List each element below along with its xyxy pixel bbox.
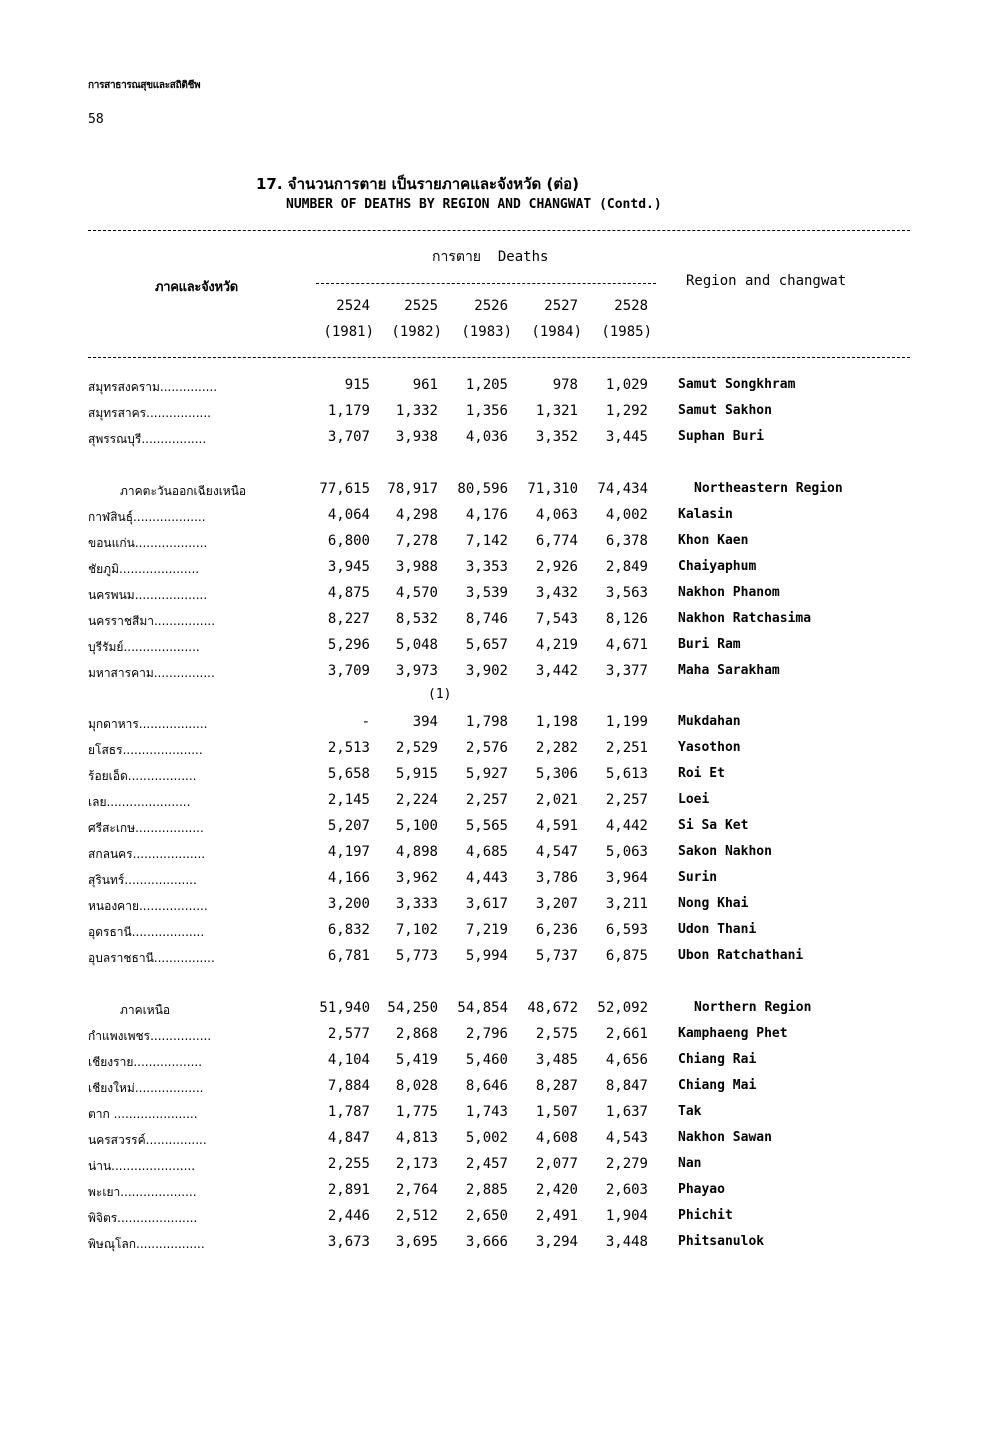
cell-value: 7,884 bbox=[327, 1078, 370, 1094]
cell-value: 2,764 bbox=[395, 1182, 438, 1198]
row-label-en: Nan bbox=[678, 1156, 702, 1171]
cell-value: 5,296 bbox=[327, 637, 370, 653]
year-en-0: (1981) bbox=[323, 324, 374, 340]
cell-value: 8,028 bbox=[395, 1078, 438, 1094]
cell-value: 1,904 bbox=[605, 1208, 648, 1224]
cell-value: 6,378 bbox=[605, 533, 648, 549]
row-label-en: Buri Ram bbox=[678, 637, 741, 652]
cell-value: 1,507 bbox=[535, 1104, 578, 1120]
cell-value: 3,938 bbox=[395, 429, 438, 445]
cell-value: 3,333 bbox=[395, 896, 438, 912]
row-label-th: สกลนคร................... bbox=[88, 847, 206, 861]
cell-value: 5,737 bbox=[535, 948, 578, 964]
cell-value: 3,200 bbox=[327, 896, 370, 912]
cell-value: 3,294 bbox=[535, 1234, 578, 1250]
cell-value: 5,419 bbox=[395, 1052, 438, 1068]
row-label-th: นครราชสีมา................ bbox=[88, 614, 216, 628]
cell-value: 1,775 bbox=[395, 1104, 438, 1120]
row-label-en: Nakhon Ratchasima bbox=[678, 611, 812, 626]
cell-value: 3,445 bbox=[605, 429, 648, 445]
row-label-en: Northern Region bbox=[694, 1000, 812, 1015]
cell-value: 3,695 bbox=[395, 1234, 438, 1250]
cell-value: 4,898 bbox=[395, 844, 438, 860]
cell-value: 4,002 bbox=[605, 507, 648, 523]
running-title: การสาธารณสุขและสถิติชีพ bbox=[88, 80, 201, 91]
cell-value: 2,650 bbox=[465, 1208, 508, 1224]
cell-value: 1,356 bbox=[465, 403, 508, 419]
row-label-th: ภาคตะวันออกเฉียงเหนือ bbox=[120, 484, 247, 498]
row-label-th: นครสวรรค์................ bbox=[88, 1133, 207, 1147]
row-label-th: สมุทรสาคร................. bbox=[88, 406, 211, 420]
cell-value: 4,176 bbox=[465, 507, 508, 523]
cell-value: 3,709 bbox=[327, 663, 370, 679]
cell-value: 2,282 bbox=[535, 740, 578, 756]
row-label-th: สุพรรณบุรี................. bbox=[88, 432, 207, 446]
cell-value: 1,743 bbox=[465, 1104, 508, 1120]
cell-value: 54,854 bbox=[457, 1000, 508, 1016]
row-label-th: ศรีสะเกษ.................. bbox=[88, 821, 204, 835]
cell-value: 2,575 bbox=[535, 1026, 578, 1042]
cell-value: 2,173 bbox=[395, 1156, 438, 1172]
cell-value: 1,787 bbox=[327, 1104, 370, 1120]
year-en-1: (1982) bbox=[391, 324, 442, 340]
cell-value: 3,207 bbox=[535, 896, 578, 912]
cell-value: 3,902 bbox=[465, 663, 508, 679]
row-label-en: Roi Et bbox=[678, 766, 725, 781]
top-rule bbox=[88, 230, 910, 231]
row-label-en: Khon Kaen bbox=[678, 533, 749, 548]
cell-value: 3,563 bbox=[605, 585, 648, 601]
cell-value: 6,832 bbox=[327, 922, 370, 938]
cell-value: 7,142 bbox=[465, 533, 508, 549]
cell-value: 2,796 bbox=[465, 1026, 508, 1042]
cell-value: 3,448 bbox=[605, 1234, 648, 1250]
row-label-th: น่าน...................... bbox=[88, 1159, 196, 1173]
cell-value: 1,798 bbox=[465, 714, 508, 730]
row-label-en: Nakhon Sawan bbox=[678, 1130, 772, 1145]
cell-value: 3,945 bbox=[327, 559, 370, 575]
cell-value: 5,657 bbox=[465, 637, 508, 653]
cell-value: 5,100 bbox=[395, 818, 438, 834]
cell-value: 80,596 bbox=[457, 481, 508, 497]
row-label-th: บุรีรัมย์.................... bbox=[88, 640, 200, 654]
year-en-2: (1983) bbox=[461, 324, 512, 340]
row-label-th: อุบลราชธานี................ bbox=[88, 951, 215, 965]
cell-value: 4,064 bbox=[327, 507, 370, 523]
row-label-en: Nakhon Phanom bbox=[678, 585, 780, 600]
row-label-en: Phitsanulok bbox=[678, 1234, 765, 1249]
cell-value: 2,420 bbox=[535, 1182, 578, 1198]
cell-value: 4,036 bbox=[465, 429, 508, 445]
year-th-1: 2525 bbox=[404, 298, 438, 314]
cell-value: 2,257 bbox=[465, 792, 508, 808]
cell-value: 4,219 bbox=[535, 637, 578, 653]
cell-value: 1,198 bbox=[535, 714, 578, 730]
row-label-th: อุดรธานี................... bbox=[88, 925, 205, 939]
row-label-en: Yasothon bbox=[678, 740, 741, 755]
row-label-en: Chaiyaphum bbox=[678, 559, 757, 574]
row-label-en: Nong Khai bbox=[678, 896, 749, 911]
year-th-3: 2527 bbox=[544, 298, 578, 314]
col-region-th: ภาคและจังหวัด bbox=[155, 280, 238, 295]
row-label-th: เชียงราย.................. bbox=[88, 1055, 203, 1069]
cell-value: 3,673 bbox=[327, 1234, 370, 1250]
year-th-2: 2526 bbox=[474, 298, 508, 314]
cell-value: 5,613 bbox=[605, 766, 648, 782]
cell-value: 48,672 bbox=[527, 1000, 578, 1016]
year-en-4: (1985) bbox=[601, 324, 652, 340]
cell-value: 3,707 bbox=[327, 429, 370, 445]
cell-value: 915 bbox=[344, 377, 370, 393]
row-label-th: มหาสารคาม................ bbox=[88, 666, 215, 680]
row-label-th: ภาคเหนือ bbox=[120, 1003, 171, 1017]
cell-value: 54,250 bbox=[387, 1000, 438, 1016]
cell-value: 1,292 bbox=[605, 403, 648, 419]
cell-value: 2,446 bbox=[327, 1208, 370, 1224]
cell-value: 7,219 bbox=[465, 922, 508, 938]
row-label-en: Chiang Rai bbox=[678, 1052, 757, 1067]
cell-value: 3,539 bbox=[465, 585, 508, 601]
cell-value: 5,063 bbox=[605, 844, 648, 860]
cell-value: 2,021 bbox=[535, 792, 578, 808]
row-label-en: Phichit bbox=[678, 1208, 733, 1223]
row-label-th: มุกดาหาร.................. bbox=[88, 717, 208, 731]
row-label-th: กำแพงเพชร................ bbox=[88, 1029, 212, 1043]
cell-value: 4,104 bbox=[327, 1052, 370, 1068]
row-label-th: ชัยภูมิ..................... bbox=[88, 562, 200, 576]
deaths-header: การตาย Deaths bbox=[432, 249, 549, 265]
row-label-th: ขอนแก่น................... bbox=[88, 536, 208, 550]
row-label-en: Samut Songkhram bbox=[678, 377, 796, 392]
cell-value: 74,434 bbox=[597, 481, 648, 497]
cell-value: 6,774 bbox=[535, 533, 578, 549]
row-label-en: Udon Thani bbox=[678, 922, 757, 937]
cell-value: 1,205 bbox=[465, 377, 508, 393]
cell-value: 6,781 bbox=[327, 948, 370, 964]
year-th-0: 2524 bbox=[336, 298, 370, 314]
cell-value: 4,875 bbox=[327, 585, 370, 601]
cell-value: 8,227 bbox=[327, 611, 370, 627]
cell-value: 3,666 bbox=[465, 1234, 508, 1250]
cell-value: 1,179 bbox=[327, 403, 370, 419]
cell-value: 4,847 bbox=[327, 1130, 370, 1146]
cell-value: 6,236 bbox=[535, 922, 578, 938]
cell-value: 2,576 bbox=[465, 740, 508, 756]
cell-value: 2,257 bbox=[605, 792, 648, 808]
cell-value: 4,197 bbox=[327, 844, 370, 860]
cell-value: 5,460 bbox=[465, 1052, 508, 1068]
cell-value: 5,658 bbox=[327, 766, 370, 782]
row-label-th: สมุทรสงคราม............... bbox=[88, 380, 218, 394]
cell-value: 2,255 bbox=[327, 1156, 370, 1172]
cell-value: 8,287 bbox=[535, 1078, 578, 1094]
cell-value: 6,875 bbox=[605, 948, 648, 964]
row-label-en: Si Sa Ket bbox=[678, 818, 749, 833]
cell-value: 2,457 bbox=[465, 1156, 508, 1172]
cell-value: 51,940 bbox=[319, 1000, 370, 1016]
cell-value: 3,442 bbox=[535, 663, 578, 679]
cell-value: 978 bbox=[552, 377, 578, 393]
cell-value: 7,102 bbox=[395, 922, 438, 938]
cell-value: 3,432 bbox=[535, 585, 578, 601]
row-label-en: Chiang Mai bbox=[678, 1078, 757, 1093]
table-title-en: NUMBER OF DEATHS BY REGION AND CHANGWAT (Contd.) bbox=[286, 197, 662, 212]
table-title-th: 17. จำนวนการตาย เป็นรายภาคและจังหวัด (ต่อ) bbox=[256, 175, 579, 193]
row-label-en: Phayao bbox=[678, 1182, 725, 1197]
cell-value: 5,306 bbox=[535, 766, 578, 782]
row-label-th: พะเยา.................... bbox=[88, 1185, 197, 1199]
cell-value: 4,656 bbox=[605, 1052, 648, 1068]
cell-value: 2,224 bbox=[395, 792, 438, 808]
cell-value: 2,926 bbox=[535, 559, 578, 575]
cell-value: 3,962 bbox=[395, 870, 438, 886]
cell-value: 78,917 bbox=[387, 481, 438, 497]
cell-value: 2,849 bbox=[605, 559, 648, 575]
cell-value: 4,570 bbox=[395, 585, 438, 601]
cell-value: 4,443 bbox=[465, 870, 508, 886]
cell-value: 7,278 bbox=[395, 533, 438, 549]
cell-value: 5,915 bbox=[395, 766, 438, 782]
year-th-4: 2528 bbox=[614, 298, 648, 314]
cell-value: 8,532 bbox=[395, 611, 438, 627]
cell-value: 4,671 bbox=[605, 637, 648, 653]
cell-value: 4,608 bbox=[535, 1130, 578, 1146]
cell-value: 961 bbox=[412, 377, 438, 393]
cell-value: 3,786 bbox=[535, 870, 578, 886]
cell-value: 3,211 bbox=[605, 896, 648, 912]
row-label-th: เชียงใหม่.................. bbox=[88, 1081, 204, 1095]
cell-value: 1,321 bbox=[535, 403, 578, 419]
footnote-marker: (1) bbox=[428, 687, 452, 702]
header-rule bbox=[88, 357, 910, 358]
row-label-en: Tak bbox=[678, 1104, 702, 1119]
cell-value: 4,591 bbox=[535, 818, 578, 834]
cell-value: 52,092 bbox=[597, 1000, 648, 1016]
cell-value: 3,973 bbox=[395, 663, 438, 679]
cell-value: 4,063 bbox=[535, 507, 578, 523]
row-label-th: สุรินทร์................... bbox=[88, 873, 197, 887]
deaths-underline bbox=[316, 283, 656, 284]
row-label-en: Suphan Buri bbox=[678, 429, 765, 444]
col-region-en: Region and changwat bbox=[686, 273, 847, 289]
row-label-en: Maha Sarakham bbox=[678, 663, 780, 678]
row-label-en: Loei bbox=[678, 792, 710, 807]
row-label-th: เลย...................... bbox=[88, 795, 191, 809]
cell-value: 1,029 bbox=[605, 377, 648, 393]
row-label-th: ยโสธร..................... bbox=[88, 743, 203, 757]
cell-value: 5,994 bbox=[465, 948, 508, 964]
row-label-th: พิจิตร..................... bbox=[88, 1211, 198, 1225]
cell-value: 3,353 bbox=[465, 559, 508, 575]
cell-value: 5,048 bbox=[395, 637, 438, 653]
row-label-en: Sakon Nakhon bbox=[678, 844, 772, 859]
cell-value: 5,207 bbox=[327, 818, 370, 834]
cell-value: 4,442 bbox=[605, 818, 648, 834]
row-label-th: ร้อยเอ็ด.................. bbox=[88, 769, 197, 783]
cell-value: - bbox=[361, 714, 370, 730]
row-label-en: Mukdahan bbox=[678, 714, 741, 729]
cell-value: 2,661 bbox=[605, 1026, 648, 1042]
cell-value: 2,891 bbox=[327, 1182, 370, 1198]
cell-value: 2,145 bbox=[327, 792, 370, 808]
row-label-en: Ubon Ratchathani bbox=[678, 948, 804, 963]
row-label-en: Kamphaeng Phet bbox=[678, 1026, 788, 1041]
row-label-th: หนองคาย.................. bbox=[88, 899, 208, 913]
cell-value: 3,377 bbox=[605, 663, 648, 679]
cell-value: 71,310 bbox=[527, 481, 578, 497]
cell-value: 2,077 bbox=[535, 1156, 578, 1172]
cell-value: 3,617 bbox=[465, 896, 508, 912]
row-label-th: กาฬสินธุ์................... bbox=[88, 510, 206, 524]
cell-value: 3,988 bbox=[395, 559, 438, 575]
row-label-th: พิษณุโลก.................. bbox=[88, 1237, 205, 1251]
cell-value: 2,513 bbox=[327, 740, 370, 756]
cell-value: 4,298 bbox=[395, 507, 438, 523]
cell-value: 3,964 bbox=[605, 870, 648, 886]
cell-value: 6,593 bbox=[605, 922, 648, 938]
cell-value: 5,927 bbox=[465, 766, 508, 782]
cell-value: 5,565 bbox=[465, 818, 508, 834]
cell-value: 5,002 bbox=[465, 1130, 508, 1146]
cell-value: 2,885 bbox=[465, 1182, 508, 1198]
cell-value: 2,491 bbox=[535, 1208, 578, 1224]
cell-value: 3,352 bbox=[535, 429, 578, 445]
row-label-th: ตาก ...................... bbox=[88, 1107, 198, 1121]
cell-value: 3,485 bbox=[535, 1052, 578, 1068]
cell-value: 4,813 bbox=[395, 1130, 438, 1146]
cell-value: 394 bbox=[412, 714, 438, 730]
cell-value: 6,800 bbox=[327, 533, 370, 549]
cell-value: 2,529 bbox=[395, 740, 438, 756]
cell-value: 7,543 bbox=[535, 611, 578, 627]
cell-value: 2,603 bbox=[605, 1182, 648, 1198]
cell-value: 4,685 bbox=[465, 844, 508, 860]
cell-value: 4,166 bbox=[327, 870, 370, 886]
cell-value: 1,199 bbox=[605, 714, 648, 730]
cell-value: 8,746 bbox=[465, 611, 508, 627]
cell-value: 77,615 bbox=[319, 481, 370, 497]
row-label-en: Northeastern Region bbox=[694, 481, 843, 496]
cell-value: 1,332 bbox=[395, 403, 438, 419]
cell-value: 8,126 bbox=[605, 611, 648, 627]
year-en-3: (1984) bbox=[531, 324, 582, 340]
cell-value: 8,646 bbox=[465, 1078, 508, 1094]
cell-value: 5,773 bbox=[395, 948, 438, 964]
cell-value: 2,251 bbox=[605, 740, 648, 756]
cell-value: 4,547 bbox=[535, 844, 578, 860]
cell-value: 1,637 bbox=[605, 1104, 648, 1120]
page-number: 58 bbox=[88, 112, 104, 127]
cell-value: 2,868 bbox=[395, 1026, 438, 1042]
cell-value: 2,577 bbox=[327, 1026, 370, 1042]
cell-value: 8,847 bbox=[605, 1078, 648, 1094]
cell-value: 4,543 bbox=[605, 1130, 648, 1146]
row-label-en: Surin bbox=[678, 870, 718, 885]
row-label-en: Samut Sakhon bbox=[678, 403, 772, 418]
row-label-en: Kalasin bbox=[678, 507, 733, 522]
cell-value: 2,279 bbox=[605, 1156, 648, 1172]
row-label-th: นครพนม................... bbox=[88, 588, 208, 602]
cell-value: 2,512 bbox=[395, 1208, 438, 1224]
